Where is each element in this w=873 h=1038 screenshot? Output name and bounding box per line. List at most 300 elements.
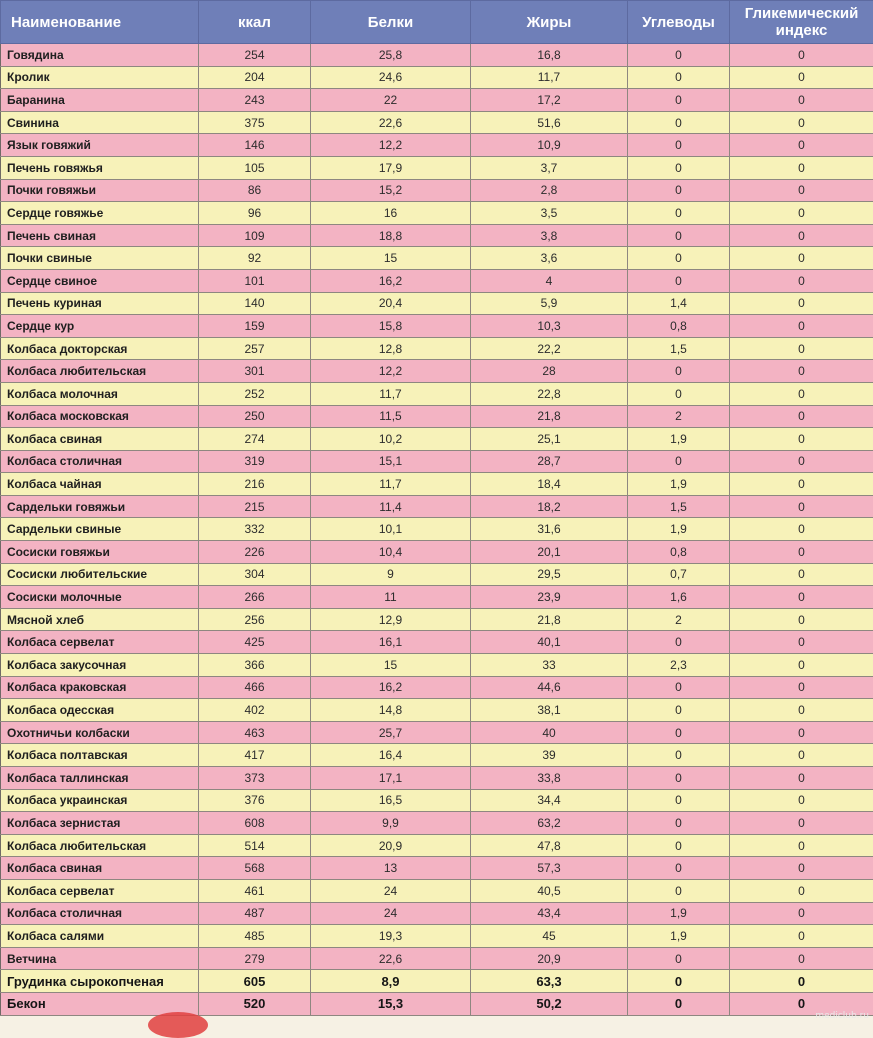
table-row [1,405,873,428]
cell-name: Говядина [1,44,199,67]
cell-fat: 63,3 [471,970,628,993]
cell-fat: 16,8 [471,44,628,67]
cell-kcal: 266 [199,586,311,609]
cell-glycemic-index: 0 [730,179,873,202]
cell-name: Сосиски любительские [1,563,199,586]
cell-name: Колбаса сервелат [1,879,199,902]
cell-kcal: 376 [199,789,311,812]
cell-name: Сосиски молочные [1,586,199,609]
cell-name: Печень говяжья [1,156,199,179]
table-row [1,608,873,631]
table-row [1,857,873,880]
table-row [1,563,873,586]
cell-name: Свинина [1,111,199,134]
cell-kcal: 92 [199,247,311,270]
header-fat: Жиры [471,1,628,44]
cell-kcal: 319 [199,450,311,473]
cell-fat: 29,5 [471,563,628,586]
cell-kcal: 402 [199,699,311,722]
table-row [1,789,873,812]
header-carbs: Углеводы [628,1,730,44]
cell-carbs: 1,6 [628,586,730,609]
cell-protein: 9,9 [311,812,471,835]
cell-name: Ветчина [1,947,199,970]
table-row [1,902,873,925]
cell-carbs: 0 [628,857,730,880]
cell-carbs: 0 [628,382,730,405]
cell-name: Печень куриная [1,292,199,315]
cell-carbs: 0 [628,970,730,993]
cell-fat: 10,3 [471,315,628,338]
cell-glycemic-index: 0 [730,879,873,902]
cell-protein: 24 [311,879,471,902]
cell-name: Колбаса таллинская [1,767,199,790]
cell-name: Сердце кур [1,315,199,338]
cell-protein: 22 [311,89,471,112]
table-row [1,654,873,677]
cell-name: Печень свиная [1,224,199,247]
table-row [1,925,873,948]
cell-carbs: 0 [628,134,730,157]
cell-protein: 22,6 [311,111,471,134]
cell-carbs: 1,4 [628,292,730,315]
cell-fat: 33 [471,654,628,677]
cell-kcal: 463 [199,721,311,744]
cell-glycemic-index: 0 [730,721,873,744]
cell-carbs: 0 [628,812,730,835]
cell-fat: 63,2 [471,812,628,835]
cell-kcal: 216 [199,473,311,496]
cell-glycemic-index: 0 [730,224,873,247]
table-row [1,66,873,89]
cell-fat: 5,9 [471,292,628,315]
cell-carbs: 0 [628,202,730,225]
cell-carbs: 0 [628,789,730,812]
cell-carbs: 1,9 [628,428,730,451]
table-row [1,360,873,383]
table-row [1,292,873,315]
cell-name: Колбаса любительская [1,360,199,383]
cell-fat: 3,6 [471,247,628,270]
red-decoration [148,1012,208,1038]
table-row [1,834,873,857]
cell-glycemic-index: 0 [730,134,873,157]
cell-glycemic-index: 0 [730,156,873,179]
cell-carbs: 0 [628,676,730,699]
cell-protein: 15,1 [311,450,471,473]
cell-fat: 22,8 [471,382,628,405]
cell-carbs: 0,7 [628,563,730,586]
cell-name: Почки свиные [1,247,199,270]
cell-name: Колбаса одесская [1,699,199,722]
cell-kcal: 105 [199,156,311,179]
cell-kcal: 605 [199,970,311,993]
cell-protein: 22,6 [311,947,471,970]
table-row [1,721,873,744]
cell-glycemic-index: 0 [730,744,873,767]
cell-kcal: 417 [199,744,311,767]
cell-protein: 16,5 [311,789,471,812]
cell-protein: 11,7 [311,473,471,496]
cell-kcal: 520 [199,992,311,1015]
cell-carbs: 0 [628,834,730,857]
cell-fat: 22,2 [471,337,628,360]
cell-carbs: 0 [628,699,730,722]
cell-protein: 24,6 [311,66,471,89]
table-row [1,992,873,1015]
table-row [1,179,873,202]
cell-fat: 10,9 [471,134,628,157]
cell-glycemic-index: 0 [730,767,873,790]
table-row [1,428,873,451]
cell-fat: 25,1 [471,428,628,451]
table-row [1,156,873,179]
cell-carbs: 0 [628,767,730,790]
table-row [1,586,873,609]
cell-name: Сосиски говяжьи [1,541,199,564]
cell-kcal: 159 [199,315,311,338]
cell-name: Сардельки говяжьи [1,495,199,518]
cell-carbs: 1,5 [628,337,730,360]
cell-carbs: 1,9 [628,518,730,541]
cell-carbs: 0 [628,247,730,270]
cell-glycemic-index: 0 [730,992,873,1015]
cell-glycemic-index: 0 [730,495,873,518]
cell-glycemic-index: 0 [730,654,873,677]
cell-carbs: 0 [628,156,730,179]
cell-carbs: 1,9 [628,473,730,496]
cell-glycemic-index: 0 [730,857,873,880]
cell-glycemic-index: 0 [730,834,873,857]
cell-protein: 20,4 [311,292,471,315]
cell-fat: 57,3 [471,857,628,880]
cell-glycemic-index: 0 [730,925,873,948]
cell-name: Грудинка сырокопченая [1,970,199,993]
cell-glycemic-index: 0 [730,89,873,112]
cell-glycemic-index: 0 [730,947,873,970]
cell-kcal: 96 [199,202,311,225]
cell-protein: 25,8 [311,44,471,67]
cell-name: Колбаса московская [1,405,199,428]
cell-carbs: 0 [628,450,730,473]
cell-protein: 17,9 [311,156,471,179]
cell-fat: 47,8 [471,834,628,857]
cell-kcal: 146 [199,134,311,157]
cell-carbs: 1,5 [628,495,730,518]
cell-glycemic-index: 0 [730,202,873,225]
table-row [1,541,873,564]
cell-protein: 15 [311,247,471,270]
cell-carbs: 0 [628,66,730,89]
cell-glycemic-index: 0 [730,66,873,89]
cell-protein: 20,9 [311,834,471,857]
cell-glycemic-index: 0 [730,518,873,541]
cell-glycemic-index: 0 [730,292,873,315]
table-body [1,44,873,1016]
cell-protein: 19,3 [311,925,471,948]
cell-glycemic-index: 0 [730,269,873,292]
cell-kcal: 375 [199,111,311,134]
cell-kcal: 332 [199,518,311,541]
cell-glycemic-index: 0 [730,541,873,564]
cell-carbs: 0 [628,224,730,247]
cell-kcal: 466 [199,676,311,699]
cell-fat: 28,7 [471,450,628,473]
cell-protein: 16,4 [311,744,471,767]
cell-name: Колбаса докторская [1,337,199,360]
table-row [1,947,873,970]
cell-kcal: 568 [199,857,311,880]
cell-carbs: 0 [628,360,730,383]
cell-fat: 3,7 [471,156,628,179]
cell-glycemic-index: 0 [730,450,873,473]
cell-protein: 18,8 [311,224,471,247]
cell-protein: 10,1 [311,518,471,541]
cell-kcal: 250 [199,405,311,428]
cell-name: Колбаса сервелат [1,631,199,654]
cell-protein: 15,8 [311,315,471,338]
header-kcal: ккал [199,1,311,44]
cell-protein: 15 [311,654,471,677]
table-row [1,337,873,360]
cell-name: Сардельки свиные [1,518,199,541]
cell-glycemic-index: 0 [730,247,873,270]
cell-fat: 18,2 [471,495,628,518]
cell-protein: 15,2 [311,179,471,202]
cell-glycemic-index: 0 [730,902,873,925]
cell-fat: 40,1 [471,631,628,654]
cell-protein: 17,1 [311,767,471,790]
cell-carbs: 0 [628,269,730,292]
cell-name: Колбаса закусочная [1,654,199,677]
table-row [1,224,873,247]
table-row [1,111,873,134]
cell-name: Колбаса столичная [1,902,199,925]
header-row [1,1,873,44]
header-protein: Белки [311,1,471,44]
cell-carbs: 1,9 [628,902,730,925]
header-name: Наименование [1,1,199,44]
cell-fat: 39 [471,744,628,767]
table-row [1,473,873,496]
cell-fat: 20,9 [471,947,628,970]
cell-protein: 14,8 [311,699,471,722]
cell-fat: 50,2 [471,992,628,1015]
cell-fat: 40 [471,721,628,744]
cell-glycemic-index: 0 [730,631,873,654]
cell-kcal: 279 [199,947,311,970]
cell-fat: 28 [471,360,628,383]
cell-protein: 10,2 [311,428,471,451]
cell-glycemic-index: 0 [730,970,873,993]
cell-protein: 15,3 [311,992,471,1015]
cell-carbs: 0 [628,947,730,970]
cell-fat: 38,1 [471,699,628,722]
cell-carbs: 0,8 [628,541,730,564]
cell-kcal: 373 [199,767,311,790]
cell-carbs: 0 [628,631,730,654]
cell-protein: 16 [311,202,471,225]
cell-fat: 21,8 [471,608,628,631]
table-row [1,315,873,338]
cell-glycemic-index: 0 [730,699,873,722]
cell-name: Сердце свиное [1,269,199,292]
cell-name: Мясной хлеб [1,608,199,631]
cell-carbs: 0 [628,721,730,744]
cell-carbs: 0 [628,879,730,902]
cell-fat: 23,9 [471,586,628,609]
cell-protein: 13 [311,857,471,880]
cell-name: Колбаса свиная [1,857,199,880]
cell-carbs: 0 [628,44,730,67]
cell-fat: 2,8 [471,179,628,202]
cell-protein: 25,7 [311,721,471,744]
cell-kcal: 257 [199,337,311,360]
cell-name: Баранина [1,89,199,112]
cell-protein: 12,2 [311,360,471,383]
table-row [1,89,873,112]
cell-name: Колбаса свиная [1,428,199,451]
cell-name: Колбаса полтавская [1,744,199,767]
cell-kcal: 301 [199,360,311,383]
cell-protein: 24 [311,902,471,925]
header-glycemic-index: Гликемический индекс [730,1,873,44]
cell-glycemic-index: 0 [730,44,873,67]
cell-kcal: 101 [199,269,311,292]
cell-protein: 11 [311,586,471,609]
cell-name: Бекон [1,992,199,1015]
cell-protein: 16,2 [311,676,471,699]
cell-protein: 12,9 [311,608,471,631]
cell-kcal: 608 [199,812,311,835]
cell-name: Язык говяжий [1,134,199,157]
cell-protein: 16,1 [311,631,471,654]
cell-name: Колбаса чайная [1,473,199,496]
table-row [1,676,873,699]
cell-fat: 20,1 [471,541,628,564]
table-row [1,247,873,270]
cell-carbs: 0 [628,744,730,767]
cell-fat: 21,8 [471,405,628,428]
cell-kcal: 514 [199,834,311,857]
cell-glycemic-index: 0 [730,428,873,451]
cell-fat: 51,6 [471,111,628,134]
cell-glycemic-index: 0 [730,337,873,360]
cell-name: Колбаса краковская [1,676,199,699]
cell-kcal: 252 [199,382,311,405]
cell-kcal: 256 [199,608,311,631]
cell-protein: 16,2 [311,269,471,292]
cell-protein: 11,7 [311,382,471,405]
cell-glycemic-index: 0 [730,812,873,835]
cell-name: Колбаса молочная [1,382,199,405]
table-row [1,744,873,767]
cell-kcal: 487 [199,902,311,925]
cell-fat: 44,6 [471,676,628,699]
cell-carbs: 2 [628,608,730,631]
table-row [1,518,873,541]
cell-glycemic-index: 0 [730,676,873,699]
cell-kcal: 485 [199,925,311,948]
cell-glycemic-index: 0 [730,382,873,405]
cell-carbs: 0 [628,992,730,1015]
cell-fat: 11,7 [471,66,628,89]
cell-fat: 31,6 [471,518,628,541]
cell-kcal: 254 [199,44,311,67]
table-row [1,631,873,654]
cell-name: Кролик [1,66,199,89]
table-row [1,879,873,902]
cell-kcal: 304 [199,563,311,586]
cell-fat: 34,4 [471,789,628,812]
cell-name: Колбаса зернистая [1,812,199,835]
table-row [1,269,873,292]
cell-fat: 33,8 [471,767,628,790]
table-row [1,44,873,67]
cell-glycemic-index: 0 [730,789,873,812]
cell-protein: 11,5 [311,405,471,428]
cell-protein: 8,9 [311,970,471,993]
cell-name: Колбаса салями [1,925,199,948]
cell-glycemic-index: 0 [730,111,873,134]
cell-name: Колбаса украинская [1,789,199,812]
table-row [1,202,873,225]
cell-kcal: 461 [199,879,311,902]
cell-carbs: 2,3 [628,654,730,677]
cell-glycemic-index: 0 [730,563,873,586]
table-row [1,767,873,790]
cell-glycemic-index: 0 [730,586,873,609]
cell-name: Колбаса любительская [1,834,199,857]
cell-kcal: 204 [199,66,311,89]
cell-fat: 43,4 [471,902,628,925]
cell-kcal: 226 [199,541,311,564]
cell-fat: 17,2 [471,89,628,112]
table-row [1,699,873,722]
cell-kcal: 86 [199,179,311,202]
cell-carbs: 2 [628,405,730,428]
cell-protein: 11,4 [311,495,471,518]
table-row [1,382,873,405]
cell-kcal: 243 [199,89,311,112]
cell-name: Почки говяжьи [1,179,199,202]
cell-glycemic-index: 0 [730,405,873,428]
table-row [1,450,873,473]
cell-glycemic-index: 0 [730,315,873,338]
cell-glycemic-index: 0 [730,360,873,383]
cell-carbs: 0 [628,179,730,202]
cell-fat: 18,4 [471,473,628,496]
cell-kcal: 109 [199,224,311,247]
cell-name: Охотничьи колбаски [1,721,199,744]
cell-name: Колбаса столичная [1,450,199,473]
cell-name: Сердце говяжье [1,202,199,225]
table-row [1,970,873,993]
cell-kcal: 140 [199,292,311,315]
table-row [1,134,873,157]
table-row [1,495,873,518]
cell-kcal: 425 [199,631,311,654]
cell-carbs: 1,9 [628,925,730,948]
cell-kcal: 215 [199,495,311,518]
cell-protein: 12,8 [311,337,471,360]
cell-fat: 3,5 [471,202,628,225]
cell-protein: 12,2 [311,134,471,157]
cell-carbs: 0 [628,89,730,112]
cell-fat: 45 [471,925,628,948]
cell-protein: 10,4 [311,541,471,564]
cell-kcal: 274 [199,428,311,451]
